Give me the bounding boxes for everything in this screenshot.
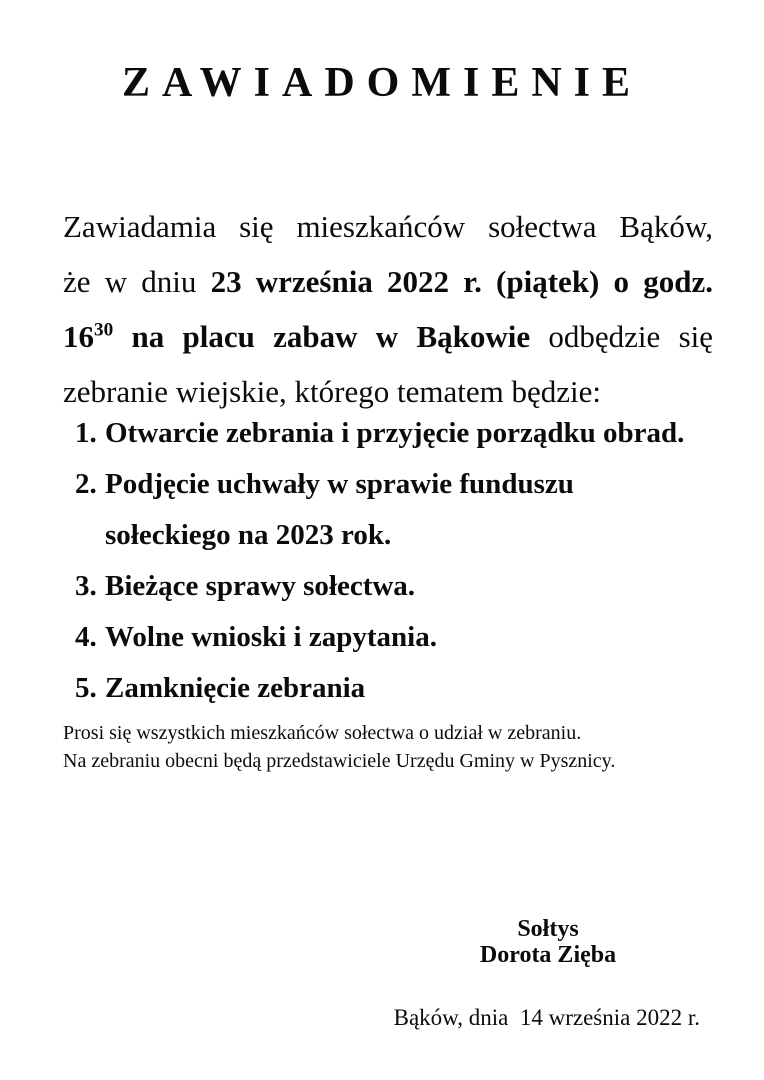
agenda-item-number: 4. [75, 621, 97, 653]
agenda-item-text [105, 561, 715, 612]
place-and-date-line: Bąków, dnia 14 września 2022 r. [393, 1005, 700, 1030]
agenda-item-text [105, 663, 715, 714]
document-title: ZAWIADOMIENIE [121, 60, 643, 106]
agenda-item-line: Podjęcie uchwały w sprawie funduszu [105, 468, 574, 500]
agenda-item-text [105, 612, 715, 663]
agenda-item-number: 3. [75, 570, 97, 602]
agenda-item-text [105, 408, 715, 459]
bold-text-run: 23 września 2022 r. (piątek) o godz. [210, 264, 713, 299]
agenda-item-line: Zamknięcie zebrania [105, 672, 366, 704]
agenda-item [75, 408, 715, 459]
agenda-item-line: sołeckiego na 2023 rok. [105, 519, 392, 551]
agenda-item-line: Otwarcie zebrania i przyjęcie porządku obrad. [105, 417, 685, 449]
agenda-list [75, 408, 715, 714]
intro-line [63, 254, 713, 309]
agenda-item-number: 2. [75, 468, 97, 500]
intro-line [63, 309, 713, 364]
notes-paragraph [63, 719, 723, 775]
agenda-item [75, 561, 715, 612]
note-line: Prosi się wszystkich mieszkańców sołectwa o udział w zebraniu. [63, 722, 582, 744]
intro-line [63, 199, 713, 254]
agenda-item-line: Wolne wnioski i zapytania. [105, 621, 437, 653]
agenda-item [75, 663, 715, 714]
bold-text-run: 16 [63, 319, 94, 354]
note-line: Na zebraniu obecni będą przedstawiciele Urzędu Gminy w Pysznicy. [63, 750, 616, 772]
signature-name: Dorota Zięba [479, 942, 617, 968]
bold-text-run [94, 319, 113, 354]
text-run: że w dniu [63, 264, 211, 299]
agenda-item-line: Bieżące sprawy sołectwa. [105, 570, 416, 602]
text-run: Zawiadamia się mieszkańców sołectwa Bąków, [63, 209, 713, 244]
signature-block [450, 916, 646, 968]
agenda-item [75, 612, 715, 663]
superscript-text: 30 [94, 319, 114, 341]
signature-role: Sołtys [517, 916, 579, 942]
agenda-item-number: 1. [75, 417, 97, 449]
agenda-item-text [105, 459, 715, 561]
intro-paragraph [63, 199, 713, 419]
text-run: zebranie wiejskie, którego tematem będzie: [63, 374, 601, 409]
agenda-item-number: 5. [75, 672, 97, 704]
bold-text-run: na placu zabaw w Bąkowie [113, 319, 531, 354]
agenda-item [75, 459, 715, 561]
text-run: odbędzie się [530, 319, 714, 354]
